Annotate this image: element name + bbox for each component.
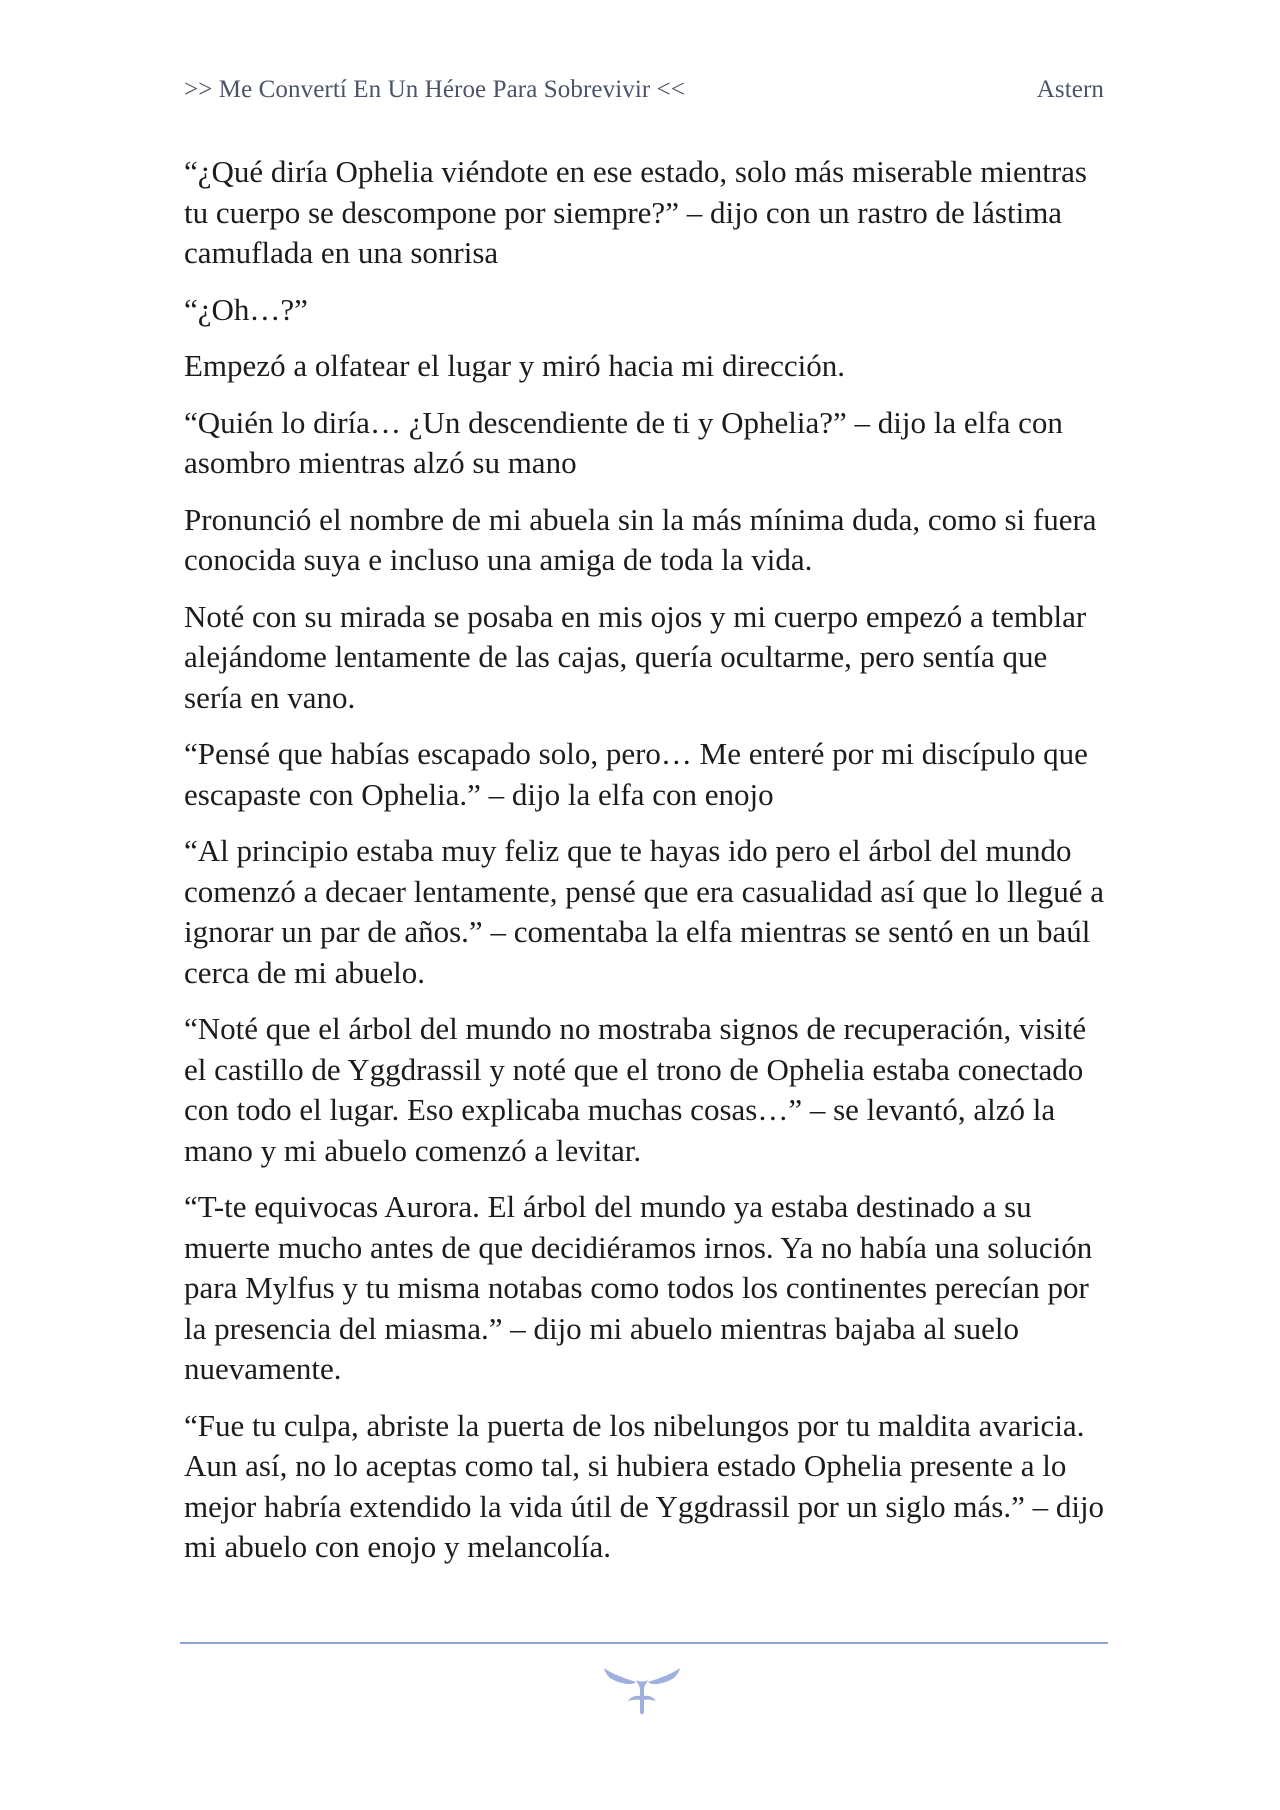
wing-tree-ornament-icon xyxy=(602,1662,682,1718)
page-header xyxy=(184,76,1104,104)
paragraph: Pronunció el nombre de mi abuela sin la más mínima duda, como si fuera conocida suya e incluso una amiga de toda la vida. xyxy=(184,501,1097,577)
paragraph: “Pensé que habías escapado solo, pero… Me enteré por mi discípulo que escapaste con Ophelia.” – dijo la elfa con enojo xyxy=(184,736,1088,812)
author-name: Astern xyxy=(1036,76,1104,103)
page-body xyxy=(184,152,1106,1584)
book-title: >> Me Convertí En Un Héroe Para Sobrevivir << xyxy=(184,76,686,103)
paragraph: “Al principio estaba muy feliz que te hayas ido pero el árbol del mundo comenzó a decaer lentamente, pensé que era casualidad así que lo llegué a ignorar un par de años.” – comentaba la elfa mientras se sentó en un baúl cerca de mi abuelo. xyxy=(184,833,1105,990)
paragraph: “¿Qué diría Ophelia viéndote en ese estado, solo más miserable mientras tu cuerpo se descompone por siempre?” – dijo con un rastro de lástima camuflada en una sonrisa xyxy=(184,154,1087,270)
footer-rule xyxy=(180,1642,1108,1644)
paragraph: Noté con su mirada se posaba en mis ojos y mi cuerpo empezó a temblar alejándome lentamente de las cajas, quería ocultarme, pero sentía que sería en vano. xyxy=(184,598,1087,715)
paragraph: “T-te equivocas Aurora. El árbol del mundo ya estaba destinado a su muerte mucho antes de que decidiéramos irnos. Ya no había una solución para Mylfus y tu misma notabas como todos los continentes perecían por la presencia del miasma.” – dijo mi abuelo mientras bajaba al suelo nuevamente. xyxy=(184,1189,1093,1386)
paragraph: “Quién lo diría… ¿Un descendiente de ti y Ophelia?” – dijo la elfa con asombro mientras alzó su mano xyxy=(184,404,1063,480)
paragraph: Empezó a olfatear el lugar y miró hacia mi dirección. xyxy=(184,348,846,383)
paragraph: “Noté que el árbol del mundo no mostraba signos de recuperación, visité el castillo de Yggdrassil y noté que el trono de Ophelia estaba conectado con todo el lugar. Eso explicaba muchas cosas…” – se levantó, alzó la mano y mi abuelo comenzó a levitar. xyxy=(184,1011,1087,1168)
paragraph: “¿Oh…?” xyxy=(184,291,308,327)
paragraph: “Fue tu culpa, abriste la puerta de los nibelungos por tu maldita avaricia. Aun así, no lo aceptas como tal, si hubiera estado Ophelia presente a lo mejor habría extendido la vida útil de Yggdrassil por un siglo más.” – dijo mi abuelo con enojo y melancolía. xyxy=(184,1407,1105,1564)
